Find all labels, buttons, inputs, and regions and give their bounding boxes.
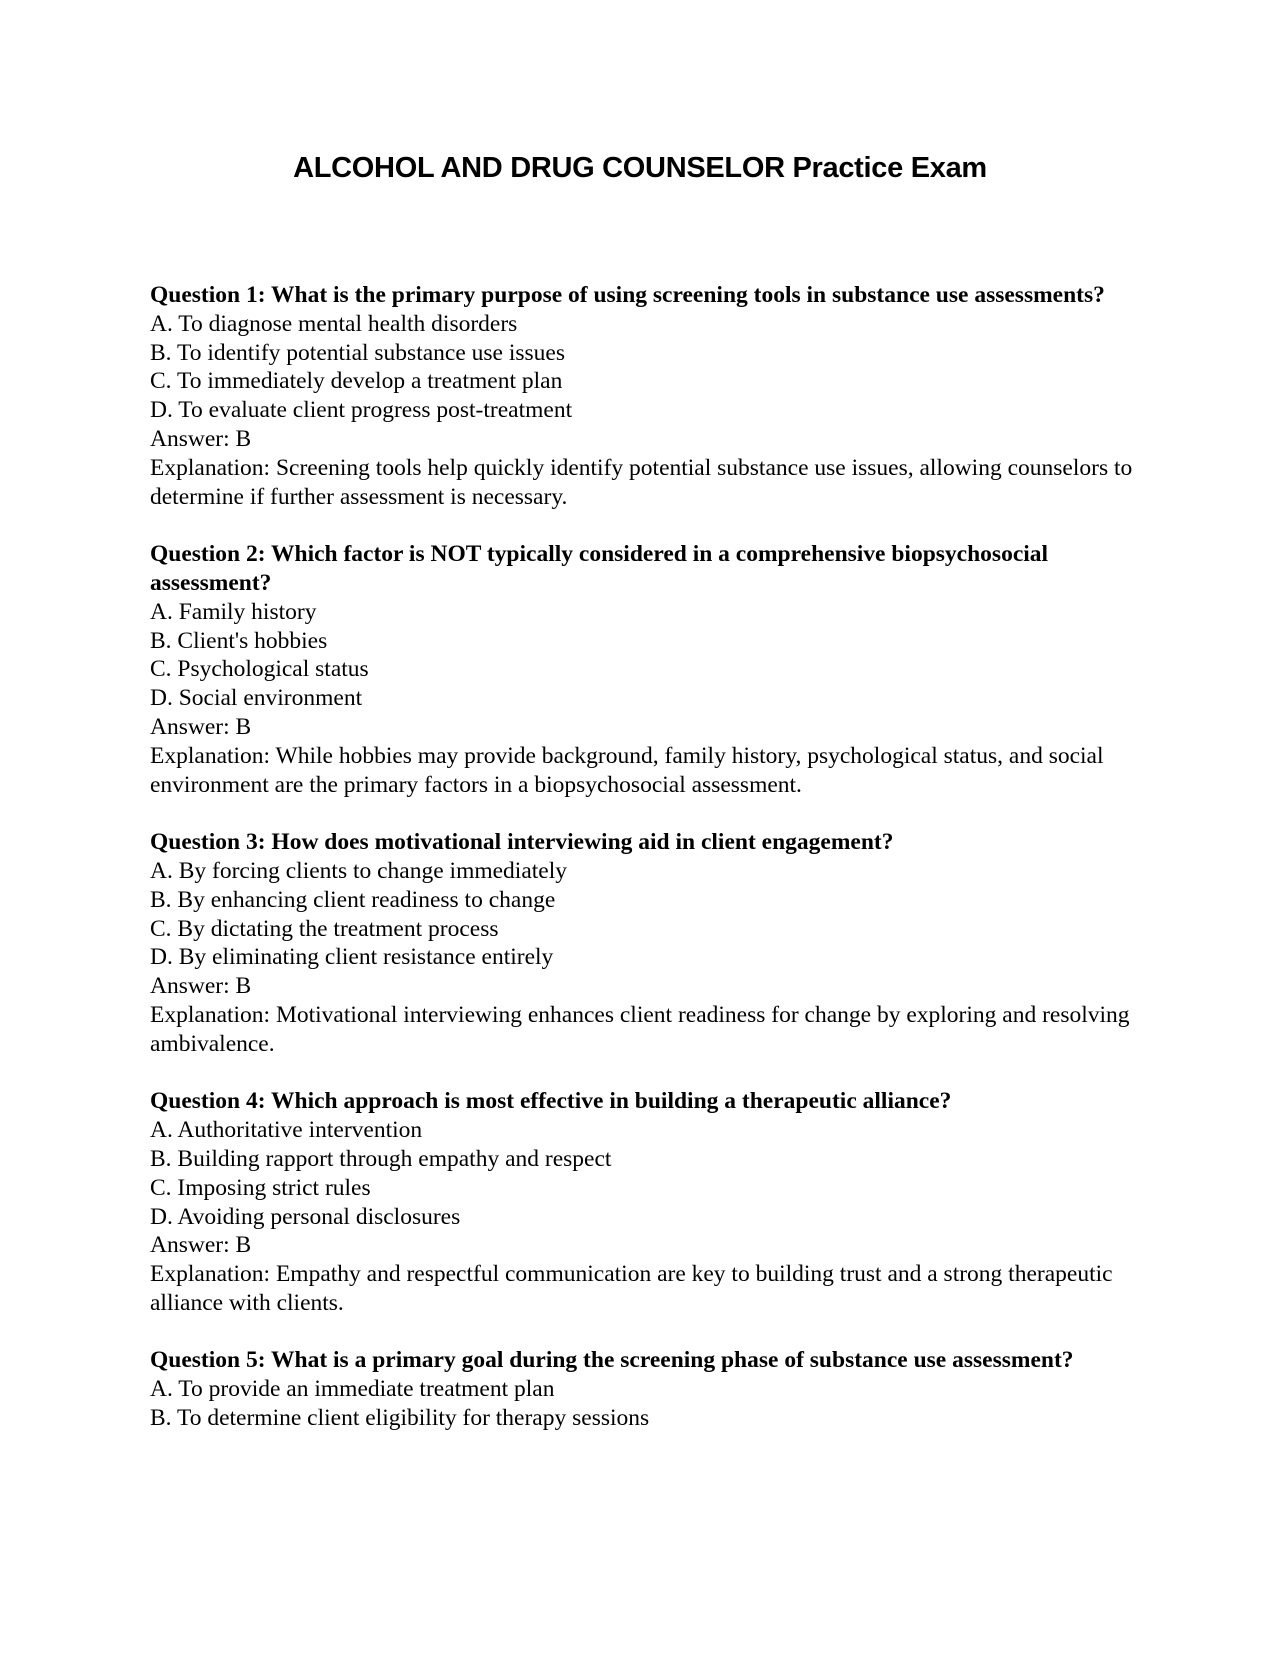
option-d: D. Avoiding personal disclosures: [150, 1203, 461, 1230]
option-b: B. Client's hobbies: [150, 627, 328, 654]
question-title: Question 5: What is a primary goal during the screening phase of substance use assessment?: [150, 1347, 1074, 1374]
option-d: D. By eliminating client resistance entirely: [150, 944, 554, 971]
option-c: C. By dictating the treatment process: [150, 915, 499, 942]
option-d: D. Social environment: [150, 685, 363, 712]
option-a: A. By forcing clients to change immediately: [150, 857, 568, 884]
question-block-1: [150, 281, 1140, 511]
question-title: Question 3: How does motivational interviewing aid in client engagement?: [150, 829, 894, 856]
question-block-5: [150, 1346, 1140, 1432]
explanation: Explanation: Screening tools help quickly identify potential substance use issues, allowing counselors to determine if further assessment is necessary.: [150, 454, 1133, 510]
option-b: B. To determine client eligibility for therapy sessions: [150, 1405, 650, 1432]
question-title: Question 4: Which approach is most effective in building a therapeutic alliance?: [150, 1088, 952, 1115]
explanation: Explanation: Motivational interviewing enhances client readiness for change by exploring and resolving ambivalence.: [150, 1001, 1130, 1057]
option-b: B. By enhancing client readiness to change: [150, 886, 556, 913]
question-title: Question 1: What is the primary purpose of using screening tools in substance use assessments?: [150, 282, 1105, 308]
explanation: Explanation: While hobbies may provide background, family history, psychological status, and social environment are the primary factors in a biopsychosocial assessment.: [150, 742, 1104, 798]
answer: Answer: B: [150, 973, 252, 1000]
option-a: A. To diagnose mental health disorders: [150, 310, 518, 337]
page-title: ALCOHOL AND DRUG COUNSELOR Practice Exam: [293, 152, 987, 184]
answer: Answer: B: [150, 425, 252, 452]
option-c: C. To immediately develop a treatment plan: [150, 368, 563, 395]
question-block-2: [150, 540, 1140, 799]
question-block-3: [150, 828, 1140, 1058]
option-a: A. To provide an immediate treatment plan: [150, 1376, 555, 1403]
option-a: A. Authoritative intervention: [150, 1117, 423, 1144]
option-b: B. To identify potential substance use issues: [150, 339, 565, 366]
answer: Answer: B: [150, 1232, 252, 1259]
explanation: Explanation: Empathy and respectful communication are key to building trust and a strong therapeutic alliance with clients.: [150, 1261, 1113, 1316]
question-block-4: [150, 1087, 1140, 1317]
option-b: B. Building rapport through empathy and respect: [150, 1145, 612, 1172]
option-d: D. To evaluate client progress post-treatment: [150, 397, 573, 424]
option-c: C. Psychological status: [150, 656, 369, 683]
option-c: C. Imposing strict rules: [150, 1174, 371, 1201]
question-title: Question 2: Which factor is NOT typically considered in a comprehensive biopsychosocial assessment?: [150, 541, 1049, 596]
question-list: [150, 281, 1140, 1462]
answer: Answer: B: [150, 713, 252, 740]
option-a: A. Family history: [150, 598, 317, 625]
